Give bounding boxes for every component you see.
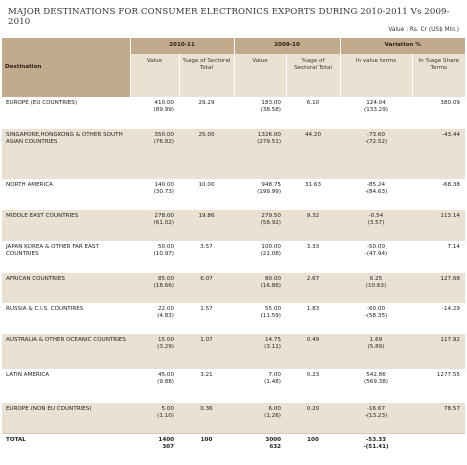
cell-text: TOTAL: [6, 436, 26, 443]
cell-text: 0.36: [200, 406, 213, 412]
units-note: Value : Rs. Cr (US$ Mln.): [388, 27, 459, 33]
cell-usd-text: (1.48): [264, 379, 281, 386]
table-row: [2, 334, 465, 369]
cell-variation-share: [412, 241, 465, 273]
cell-destination: [2, 369, 130, 403]
cell-variation-share: [412, 403, 465, 433]
subheader-share-2009-10: %age of Sectoral Total: [286, 54, 340, 97]
cell-share-2010-11: [179, 273, 234, 303]
cell-value-2010-11: [130, 129, 179, 179]
cell-variation-share: [412, 303, 465, 334]
cell-usd-text: (3.11): [264, 344, 281, 351]
cell-text: 100: [307, 436, 319, 443]
cell-text: -53.33: [365, 436, 386, 443]
cell-usd-text: (11.59): [260, 313, 281, 320]
cell-text: 127.68: [440, 276, 460, 282]
cell-usd-text: -(13.23): [364, 413, 388, 420]
cell-share-2009-10: [286, 433, 340, 465]
cell-usd-text: (10.97): [153, 251, 174, 258]
cell-destination: [2, 179, 130, 210]
cell-share-2010-11: [179, 97, 234, 129]
cell-text: 45.00: [157, 372, 174, 378]
cell-usd-text: -(72.52): [364, 139, 388, 146]
header-2010-11: 2010-11: [130, 38, 234, 54]
cell-text: 1400: [158, 436, 174, 443]
cell-value-2009-10: [234, 241, 286, 273]
cell-destination: [2, 273, 130, 303]
cell-value-2010-11: [130, 403, 179, 433]
table-row: [2, 179, 465, 210]
table-row: [2, 369, 465, 403]
cell-usd-text: (18.66): [153, 283, 174, 290]
cell-variation-share: [412, 273, 465, 303]
cell-usd-text: (9.88): [157, 379, 174, 386]
cell-text: 124.04: [366, 100, 386, 106]
cell-text: 350.00: [154, 132, 174, 138]
cell-value-2009-10: [234, 369, 286, 403]
cell-text: 117.92: [440, 337, 460, 343]
cell-text: MIDDLE EAST COUNTRIES: [6, 213, 79, 219]
header-destination: Destination: [2, 38, 130, 97]
cell-variation-value: [340, 403, 412, 433]
cell-usd-text: (30.73): [153, 189, 174, 196]
cell-usd-text: (16.86): [260, 283, 281, 290]
cell-value-2010-11: [130, 369, 179, 403]
cell-text: 278.00: [154, 213, 174, 219]
cell-destination: [2, 210, 130, 241]
cell-usd-text: (21.08): [260, 251, 281, 258]
cell-text: -50.00: [366, 244, 386, 250]
cell-text: 22.00: [157, 306, 174, 312]
cell-text: 10.00: [198, 182, 215, 188]
cell-text: 29.29: [198, 100, 215, 106]
cell-text: 1.69: [369, 337, 383, 343]
cell-text: 140.00: [154, 182, 174, 188]
cell-destination: [2, 403, 130, 433]
cell-text: -14.29: [441, 306, 460, 312]
cell-value-2009-10: [234, 129, 286, 179]
cell-text: 9.32: [306, 213, 320, 219]
cell-usd-text: -(51.41): [363, 443, 389, 450]
cell-share-2009-10: [286, 369, 340, 403]
cell-text: 542.86: [366, 372, 386, 378]
cell-variation-share: [412, 129, 465, 179]
cell-text: 0.23: [306, 372, 320, 378]
cell-text: AUSTRALIA & OTHER OCEANIC COUNTRIES: [6, 337, 126, 343]
cell-share-2009-10: [286, 403, 340, 433]
cell-text: 31.63: [304, 182, 321, 188]
subheader-value-2010-11: Value: [130, 54, 179, 97]
cell-text: 2.67: [306, 276, 320, 282]
cell-text: 6.10: [306, 100, 320, 106]
cell-text: -60.00: [366, 306, 386, 312]
cell-text: SINGAPORE,HONGKONG & OTHER SOUTH ASIAN COUNTRIES: [6, 132, 123, 146]
cell-text: 44.20: [304, 132, 321, 138]
cell-text: 1.57: [200, 306, 213, 312]
cell-variation-value: [340, 273, 412, 303]
cell-share-2010-11: [179, 179, 234, 210]
cell-share-2009-10: [286, 303, 340, 334]
cell-text: 1277.55: [436, 372, 460, 378]
table-row: [2, 303, 465, 334]
header-2009-10: 2009-10: [234, 38, 340, 54]
cell-value-2009-10: [234, 334, 286, 369]
cell-value-2010-11: [130, 241, 179, 273]
cell-text: 55.00: [264, 306, 281, 312]
cell-usd-text: (1.10): [157, 413, 174, 420]
cell-text: 7.00: [268, 372, 281, 378]
subheader-value-2009-10: Value: [234, 54, 286, 97]
header-row: [2, 38, 465, 54]
cell-usd-text: (1.26): [264, 413, 281, 420]
cell-value-2010-11: [130, 433, 179, 465]
cell-destination: [2, 241, 130, 273]
header-variation: Variation %: [340, 38, 465, 54]
cell-variation-share: [412, 433, 465, 465]
cell-value-2010-11: [130, 334, 179, 369]
table-row: [2, 241, 465, 273]
cell-variation-value: [340, 129, 412, 179]
cell-text: EUROPE (NON EU COUNTRIES): [6, 406, 92, 412]
cell-share-2009-10: [286, 129, 340, 179]
cell-value-2010-11: [130, 97, 179, 129]
table-row: [2, 210, 465, 241]
cell-share-2009-10: [286, 273, 340, 303]
cell-text: 1.83: [306, 306, 320, 312]
cell-usd-text: -(58.35): [364, 313, 388, 320]
cell-text: JAPAN KOREA & OTHER FAR EAST COUNTRIES: [6, 244, 99, 258]
cell-text: -43.44: [441, 132, 460, 138]
exports-table: [2, 38, 465, 465]
cell-text: 279.50: [261, 213, 281, 219]
cell-value-2009-10: [234, 273, 286, 303]
cell-text: 0.49: [306, 337, 320, 343]
cell-text: 3.57: [200, 244, 213, 250]
cell-text: 15.00: [157, 337, 174, 343]
cell-share-2010-11: [179, 334, 234, 369]
table-row: [2, 129, 465, 179]
cell-text: EUROPE (EU COUNTRIES): [6, 100, 78, 106]
cell-text: 100.00: [261, 244, 281, 250]
cell-share-2009-10: [286, 179, 340, 210]
cell-usd-text: (4.83): [157, 313, 174, 320]
cell-text: 6.25: [369, 276, 383, 282]
cell-usd-text: (10.63): [365, 283, 387, 290]
subheader-in-share-terms: In %age Share Terms: [412, 54, 465, 97]
cell-text: 380.09: [440, 100, 460, 106]
cell-text: 0.20: [306, 406, 320, 412]
cell-text: -16.67: [366, 406, 386, 412]
table-row: [2, 273, 465, 303]
subheader-in-value-terms: In value terms: [340, 54, 412, 97]
cell-variation-value: [340, 241, 412, 273]
cell-text: 14.75: [264, 337, 281, 343]
cell-text: 6.07: [200, 276, 213, 282]
cell-variation-value: [340, 210, 412, 241]
cell-share-2010-11: [179, 210, 234, 241]
cell-usd-text: (133.29): [364, 107, 388, 114]
cell-text: AFRICAN COUNTRIES: [6, 276, 65, 282]
cell-variation-value: [340, 97, 412, 129]
cell-variation-value: [340, 179, 412, 210]
cell-text: 3000: [265, 436, 281, 443]
cell-text: 410.00: [154, 100, 174, 106]
cell-text: -73.60: [366, 132, 386, 138]
cell-destination: [2, 129, 130, 179]
cell-share-2010-11: [179, 369, 234, 403]
cell-value-2010-11: [130, 303, 179, 334]
cell-usd-text: (5.89): [367, 344, 385, 351]
cell-value-2010-11: [130, 273, 179, 303]
cell-usd-text: (569.38): [364, 379, 388, 386]
cell-text: RUSSIA & C.I.S. COUNTIRES: [6, 306, 84, 312]
cell-text: 80.00: [264, 276, 281, 282]
cell-text: 7.14: [447, 244, 460, 250]
cell-text: 183.00: [261, 100, 281, 106]
cell-text: 1.07: [200, 337, 213, 343]
cell-usd-text: (58.92): [260, 220, 281, 227]
cell-variation-share: [412, 369, 465, 403]
cell-value-2009-10: [234, 433, 286, 465]
total-row: [2, 433, 465, 465]
cell-value-2009-10: [234, 179, 286, 210]
cell-value-2010-11: [130, 179, 179, 210]
table-row: [2, 97, 465, 129]
cell-share-2009-10: [286, 334, 340, 369]
cell-share-2009-10: [286, 241, 340, 273]
cell-share-2009-10: [286, 210, 340, 241]
cell-value-2010-11: [130, 210, 179, 241]
cell-text: 50.00: [157, 244, 174, 250]
cell-text: 948.75: [261, 182, 281, 188]
cell-text: 6.00: [268, 406, 281, 412]
cell-usd-text: -(47.94): [364, 251, 388, 258]
table-title: MAJOR DESTINATIONS FOR CONSUMER ELECTRONICS EXPORTS DURING 2010-2011 Vs 2009-2010: [8, 7, 450, 27]
cell-usd-text: (279.51): [257, 139, 281, 146]
cell-text: -0.54: [368, 213, 384, 219]
cell-text: 3.33: [306, 244, 320, 250]
cell-value-2009-10: [234, 97, 286, 129]
cell-text: NORTH AMERICA: [6, 182, 53, 188]
cell-share-2010-11: [179, 433, 234, 465]
cell-usd-text: (3.29): [157, 344, 174, 351]
cell-usd-text: (3.57): [367, 220, 385, 227]
cell-usd-text: 632: [269, 443, 281, 450]
cell-destination: [2, 334, 130, 369]
cell-usd-text: (38.58): [260, 107, 281, 114]
cell-variation-value: [340, 303, 412, 334]
cell-text: 85.00: [157, 276, 174, 282]
cell-destination: [2, 303, 130, 334]
cell-usd-text: (61.02): [153, 220, 174, 227]
cell-variation-share: [412, 334, 465, 369]
cell-value-2009-10: [234, 210, 286, 241]
cell-variation-share: [412, 179, 465, 210]
cell-text: 1326.00: [257, 132, 281, 138]
subheader-share-2010-11: %age of Sectoral Total: [179, 54, 234, 97]
cell-usd-text: (199.99): [257, 189, 281, 196]
cell-text: 78.57: [443, 406, 460, 412]
cell-share-2010-11: [179, 129, 234, 179]
cell-variation-value: [340, 369, 412, 403]
cell-text: -85.24: [366, 182, 386, 188]
cell-variation-share: [412, 210, 465, 241]
table-row: [2, 403, 465, 433]
cell-text: 19.86: [198, 213, 215, 219]
cell-usd-text: -(84.63): [364, 189, 388, 196]
cell-text: 5.00: [161, 406, 174, 412]
cell-text: 100: [200, 436, 213, 443]
cell-text: 113.14: [440, 213, 460, 219]
cell-share-2010-11: [179, 303, 234, 334]
cell-text: 25.00: [198, 132, 215, 138]
cell-text: LATIN AMERICA: [6, 372, 50, 378]
cell-share-2009-10: [286, 97, 340, 129]
cell-usd-text: 307: [162, 443, 174, 450]
cell-usd-text: (76.82): [153, 139, 174, 146]
cell-share-2010-11: [179, 241, 234, 273]
cell-variation-value: [340, 334, 412, 369]
cell-share-2010-11: [179, 403, 234, 433]
cell-value-2009-10: [234, 303, 286, 334]
cell-destination: [2, 433, 130, 465]
cell-value-2009-10: [234, 403, 286, 433]
cell-usd-text: (89.99): [153, 107, 174, 114]
cell-variation-value: [340, 433, 412, 465]
cell-text: 3.21: [200, 372, 213, 378]
cell-variation-share: [412, 97, 465, 129]
cell-destination: [2, 97, 130, 129]
cell-text: -68.38: [441, 182, 460, 188]
